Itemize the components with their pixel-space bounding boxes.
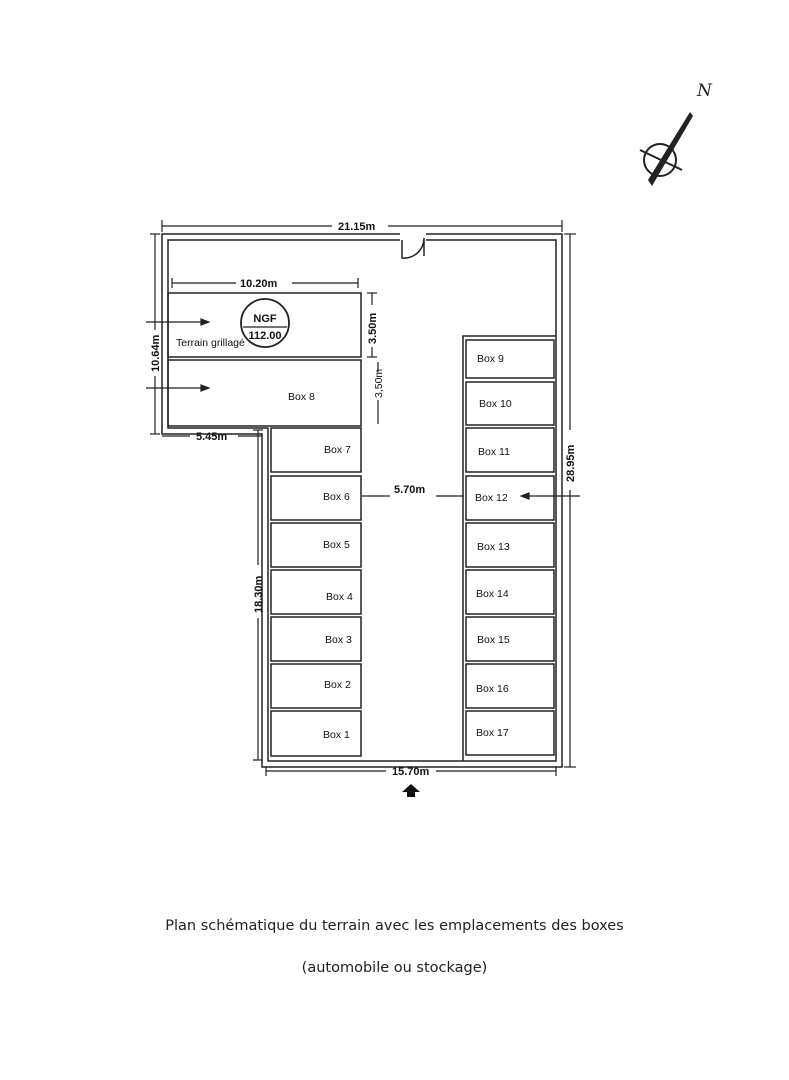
fenced-area-label: Terrain grillagé — [176, 337, 245, 349]
box-2-label: Box 2 — [324, 679, 351, 691]
box-8 — [168, 360, 361, 426]
box-17-label: Box 17 — [476, 727, 509, 739]
door-icon — [400, 233, 426, 258]
dim-lower-height: 18.30m — [253, 575, 265, 613]
entrance-arrow-icon — [402, 784, 420, 797]
dim-top-width: 21.15m — [338, 221, 376, 233]
box-9-label: Box 9 — [477, 353, 504, 365]
caption-subtitle: (automobile ou stockage) — [301, 960, 488, 976]
dim-left-height: 10.64m — [150, 334, 162, 372]
dim-storage-height: 3.50m — [367, 312, 379, 344]
box-6-label: Box 6 — [323, 491, 350, 503]
dim-box8-height: 3,50m — [373, 368, 385, 398]
box-4-label: Box 4 — [326, 591, 353, 603]
box-3-label: Box 3 — [325, 634, 352, 646]
dim-lane-width: 5.70m — [394, 484, 426, 496]
caption-title: Plan schématique du terrain avec les emplacements des boxes — [165, 918, 624, 934]
box-11-label: Box 11 — [478, 446, 510, 458]
box-13-label: Box 13 — [477, 541, 510, 553]
box-12-label: Box 12 — [475, 492, 508, 504]
box-5-label: Box 5 — [323, 539, 350, 551]
box-10-label: Box 10 — [479, 398, 512, 410]
benchmark-value: 112.00 — [248, 330, 282, 342]
dim-right-height: 28.95m — [565, 444, 577, 482]
box-14-label: Box 14 — [476, 588, 509, 600]
benchmark-label: NGF — [253, 313, 277, 325]
box-7-label: Box 7 — [324, 444, 351, 456]
box-1-label: Box 1 — [323, 729, 350, 741]
dim-bottom-width: 15.70m — [392, 766, 430, 778]
dim-step-width: 5.45m — [196, 431, 228, 443]
dim-inner-width: 10.20m — [240, 278, 278, 290]
box-15-label: Box 15 — [477, 634, 510, 646]
box-16-label: Box 16 — [476, 683, 509, 695]
box-8-label: Box 8 — [288, 391, 315, 403]
benchmark-marker — [241, 299, 289, 347]
north-label: N — [697, 81, 712, 101]
north-arrow-icon — [640, 81, 713, 186]
